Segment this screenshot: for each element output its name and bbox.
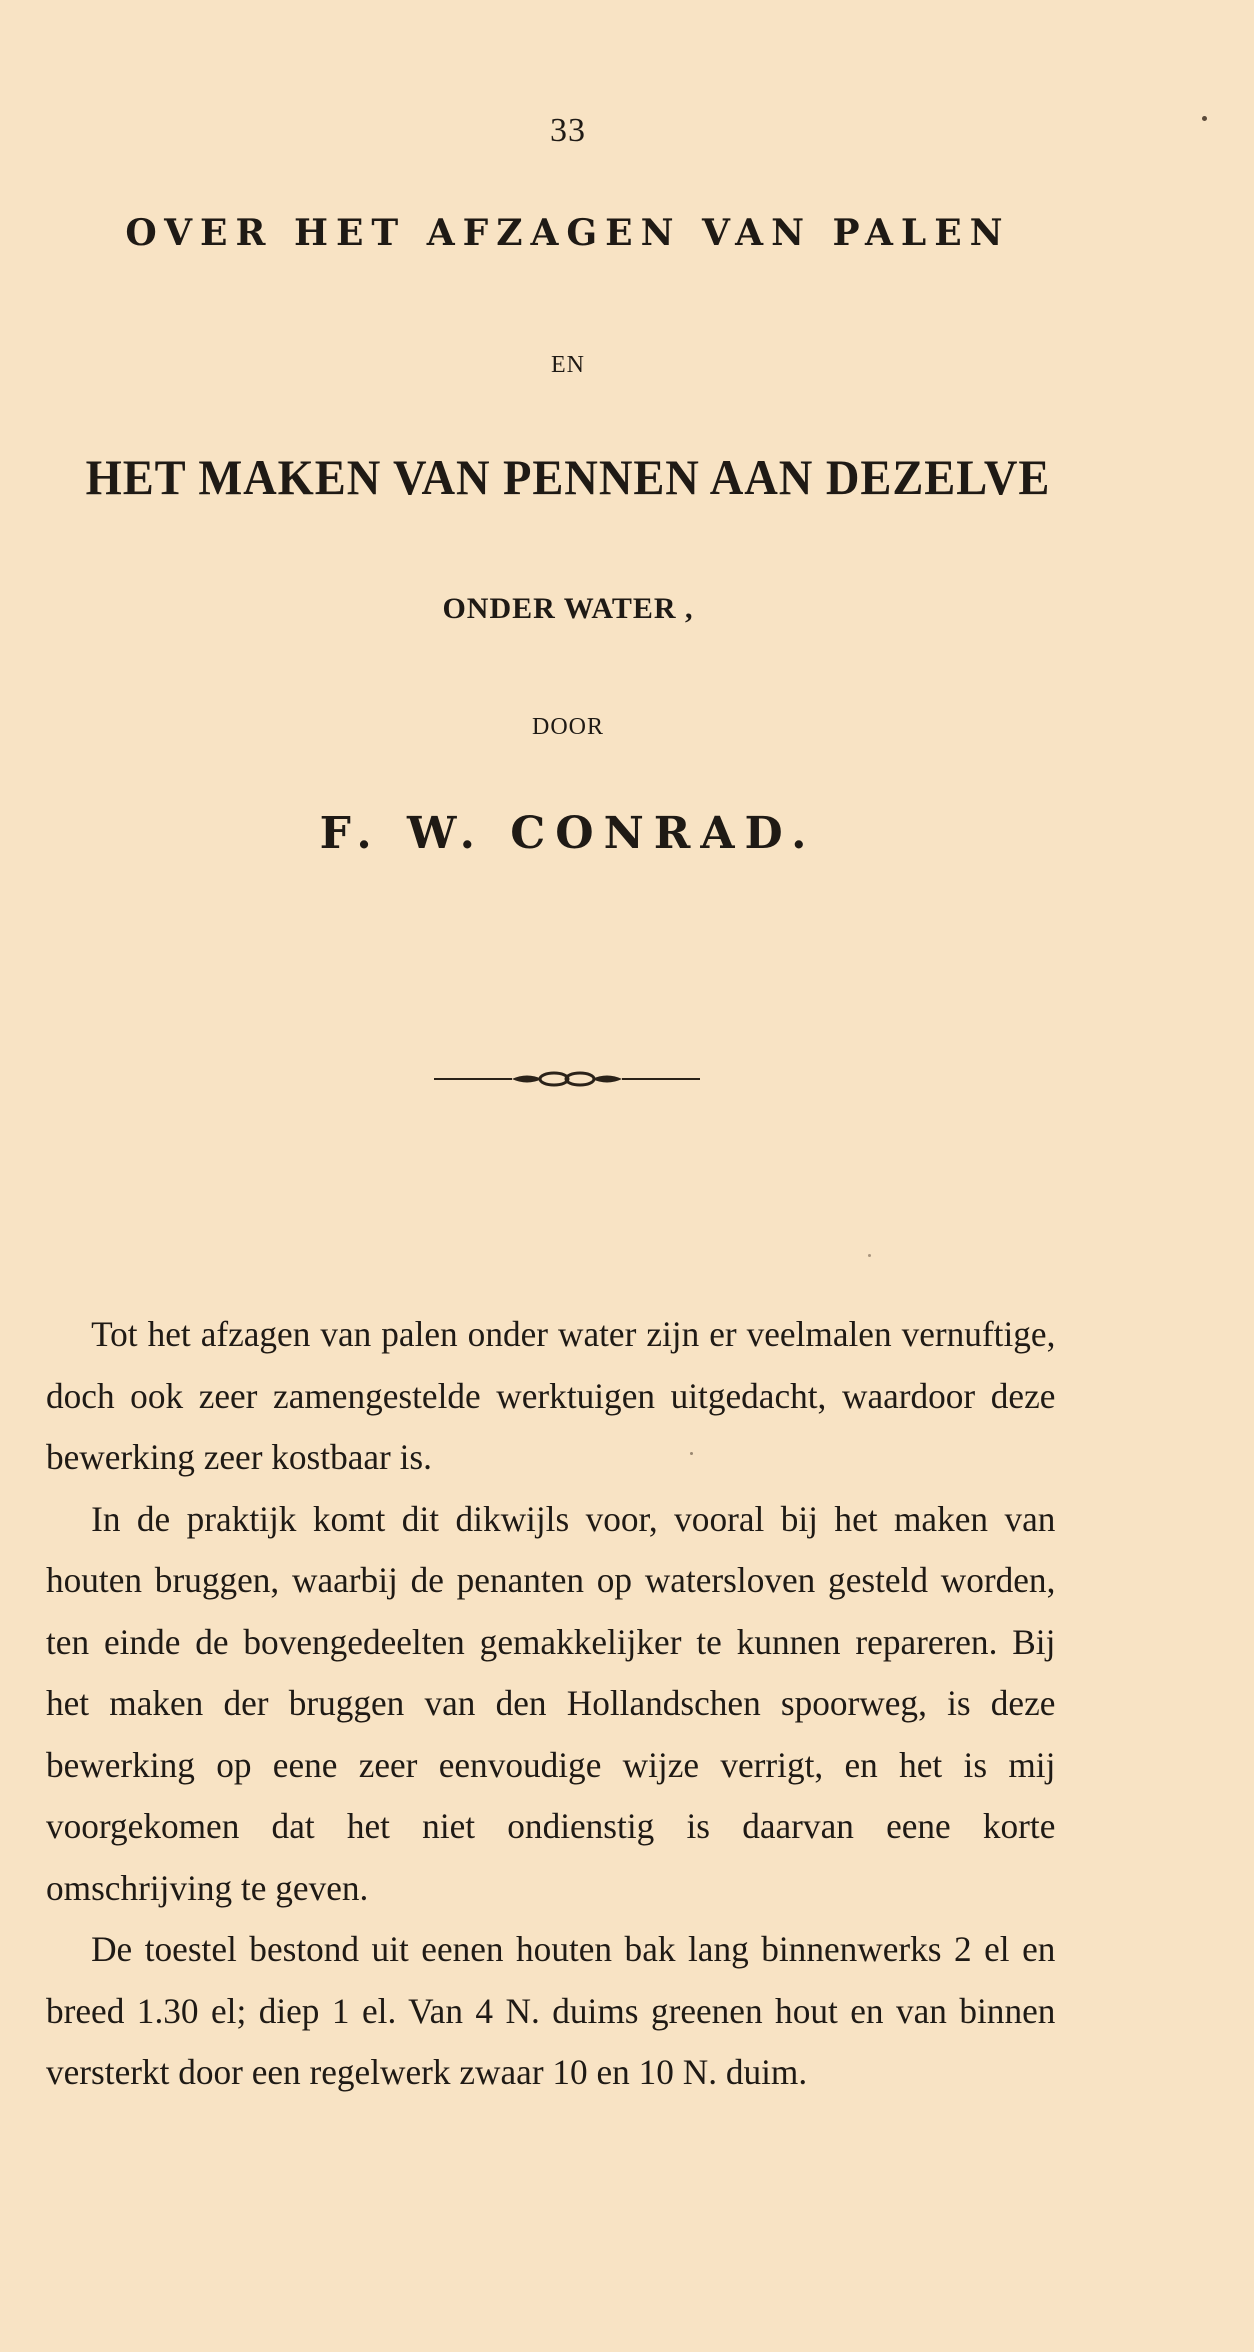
paper-speck <box>868 1254 871 1257</box>
paragraph-2: In de praktijk komt dit dikwijls voor, vooral bij het maken van houten bruggen, waarbij de penanten op watersloven gesteld worden, ten einde de bovengedeelten gemakkelijker te kunnen repareren. Bij het maken der bruggen van den Hollandschen spoorweg, is deze bewerking op eene zeer eenvoudige wijze verrigt, en het is mij voorgekomen dat het niet ondienstig is daarvan eene korte omschrijving te geven. <box>46 1498 1056 1908</box>
body-text <box>46 1304 1055 2104</box>
byline-label: DOOR <box>531 714 604 740</box>
author-name: F. W. CONRAD. <box>319 808 817 859</box>
page-number: 33 <box>550 112 586 149</box>
paragraph-3: De toestel bestond uit eenen houten bak lang binnenwerks 2 el en breed 1.30 el; diep 1 el. Van 4 N. duims greenen hout en van binnen versterkt door een regelwerk zwaar 10 en 10 N. duim. <box>46 1929 1056 2092</box>
title-conjunction: EN <box>551 352 585 378</box>
title-line-2: HET MAKEN VAN PENNEN AAN DEZELVE <box>85 449 1051 505</box>
title-line-3: ONDER WATER , <box>442 592 694 625</box>
paragraph-1: Tot het afzagen van palen onder water zijn er veelmalen vernuftige, doch ook zeer zamengestelde werktuigen uitgedacht, waardoor deze bewerking zeer kostbaar is. <box>46 1314 1056 1477</box>
paper-speck <box>690 1452 693 1455</box>
title-line-1: OVER HET AFZAGEN VAN PALEN <box>125 212 1011 254</box>
paper-speck <box>1202 116 1207 121</box>
ornamental-divider-icon <box>432 1064 702 1094</box>
